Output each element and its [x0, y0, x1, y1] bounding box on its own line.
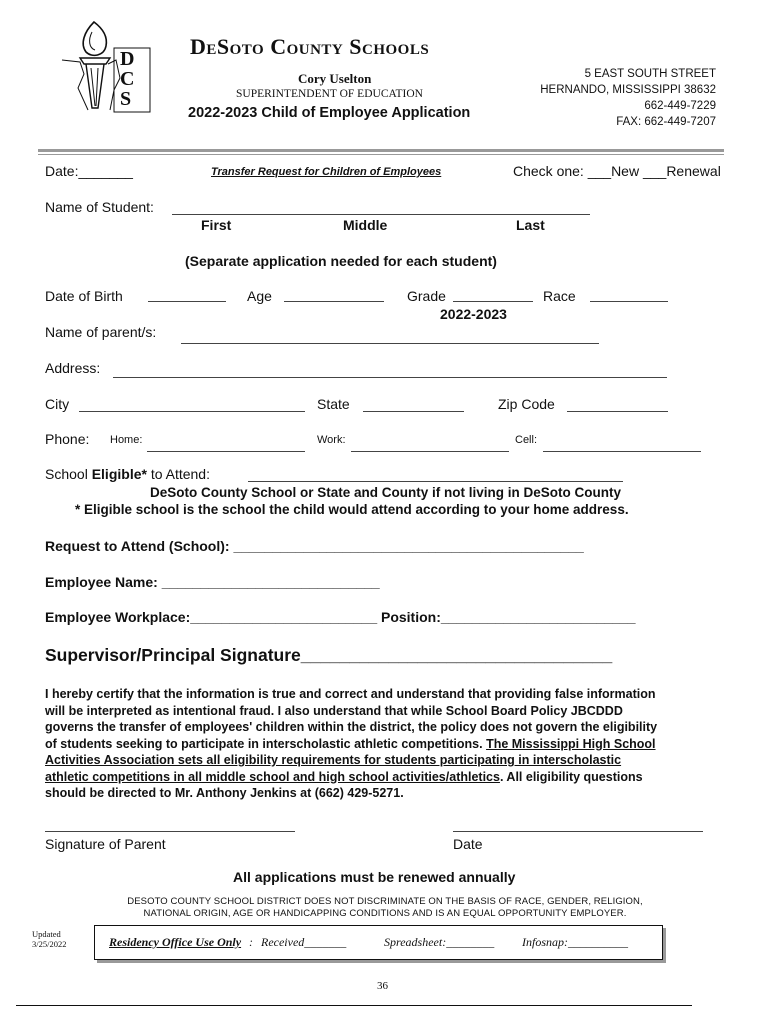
- eligible-label: [45, 466, 210, 482]
- page-number: 36: [377, 980, 388, 992]
- certification-paragraph: [45, 686, 735, 802]
- dob-label: Date of Birth: [45, 288, 123, 304]
- city-label: City: [45, 396, 70, 412]
- district-address: [540, 66, 716, 130]
- eligible-definition: * Eligible school is the school the child would attend according to your home address.: [75, 502, 629, 517]
- office-use-colon: :: [249, 935, 253, 949]
- certify-line6b: . All eligibility questions: [499, 769, 643, 784]
- parent-label: Name of parent/s:: [45, 324, 157, 340]
- transfer-request-label: Transfer Request for Children of Employees: [211, 166, 442, 178]
- certify-line6: [45, 769, 735, 786]
- phone-label: Phone:: [45, 431, 90, 447]
- certify-line4: [45, 736, 735, 753]
- header-rule-thin: [38, 154, 724, 155]
- home-label: Home:: [110, 434, 143, 446]
- superintendent-name: Cory Uselton: [298, 71, 372, 86]
- cell-label: Cell:: [515, 434, 538, 446]
- certify-line3: governs the transfer of employees' children within the district, the policy does not govern the eligibility: [45, 720, 658, 734]
- middle-label: Middle: [343, 217, 388, 233]
- header-rule: [38, 149, 724, 152]
- employee-name[interactable]: Employee Name: ____________________________: [45, 574, 380, 590]
- cell-phone-field[interactable]: [543, 451, 701, 452]
- state-field[interactable]: [363, 411, 464, 412]
- employee-workplace[interactable]: Employee Workplace:________________________ Position:_________________________: [45, 609, 636, 625]
- separate-application-note: (Separate application needed for each student): [185, 253, 497, 269]
- updated-date: 3/25/2022: [32, 939, 67, 949]
- eligible-suffix: to Attend:: [146, 466, 210, 482]
- eligible-bold: Eligible*: [91, 466, 147, 482]
- parent-signature-field[interactable]: [45, 831, 295, 832]
- date-label: Date:_______: [45, 163, 133, 179]
- address-line2: HERNANDO, MISSISSIPPI 38632: [540, 84, 716, 96]
- work-phone-field[interactable]: [351, 451, 509, 452]
- parent-field[interactable]: [181, 343, 599, 344]
- certify-line1: I hereby certify that the information is true and correct and understand that providing false information: [45, 687, 656, 701]
- updated-text: Updated: [32, 929, 61, 939]
- office-infosnap[interactable]: Infosnap:__________: [522, 935, 628, 949]
- updated-label: [32, 929, 66, 949]
- address-line1: 5 EAST SOUTH STREET: [584, 68, 716, 80]
- home-phone-field[interactable]: [147, 451, 305, 452]
- certify-line7: should be directed to Mr. Anthony Jenkins at (662) 429-5271.: [45, 786, 404, 800]
- school-name: DeSoto County Schools: [190, 34, 430, 59]
- check-one-label[interactable]: Check one: ___New ___Renewal: [513, 163, 721, 179]
- race-field[interactable]: [590, 301, 668, 302]
- student-name-field[interactable]: [172, 214, 590, 215]
- logo-letter-c: C: [120, 68, 135, 90]
- certify-line6a: athletic competitions in all middle school and high school activities/athletics: [45, 769, 500, 784]
- zip-field[interactable]: [567, 411, 668, 412]
- office-spreadsheet[interactable]: Spreadsheet:________: [384, 935, 495, 949]
- office-use-title: Residency Office Use Only: [109, 935, 242, 949]
- form-title: 2022-2023 Child of Employee Application: [188, 105, 471, 121]
- district-logo: [58, 18, 158, 118]
- certify-line4b: The Mississippi High School: [486, 736, 656, 751]
- certify-line5: [45, 752, 735, 769]
- age-field[interactable]: [284, 301, 384, 302]
- work-label: Work:: [317, 434, 346, 446]
- student-name-label: Name of Student:: [45, 199, 154, 215]
- renewal-note: All applications must be renewed annually: [233, 869, 516, 885]
- signature-parent-label: Signature of Parent: [45, 836, 166, 852]
- nondiscrimination-line1: DESOTO COUNTY SCHOOL DISTRICT DOES NOT DISCRIMINATE ON THE BASIS OF RACE, GENDER, RELIGION,: [127, 896, 643, 907]
- district-phone: 662-449-7229: [644, 100, 716, 112]
- certify-line4a: of students seeking to participate in interscholastic athletic competitions.: [45, 736, 487, 751]
- superintendent-title: SUPERINTENDENT OF EDUCATION: [236, 88, 423, 100]
- address-label: Address:: [45, 360, 101, 376]
- office-received[interactable]: Received_______: [261, 935, 347, 949]
- logo-letter-d: D: [120, 48, 135, 70]
- nondiscrimination-statement: [40, 896, 730, 919]
- eligible-prefix: School: [45, 466, 92, 482]
- logo-letter-s: S: [120, 88, 132, 110]
- race-label: Race: [543, 288, 576, 304]
- supervisor-signature[interactable]: Supervisor/Principal Signature________________________________: [45, 645, 613, 665]
- dob-field[interactable]: [148, 301, 226, 302]
- request-to-attend[interactable]: Request to Attend (School): _____________________________________________: [45, 538, 584, 554]
- certify-line2: will be interpreted as intentional fraud. I also understand that while School Board Policy JBCDDD: [45, 703, 623, 718]
- eligible-school-note: DeSoto County School or State and County if not living in DeSoto County: [150, 485, 621, 500]
- state-label: State: [317, 396, 350, 412]
- signature-date-field[interactable]: [453, 831, 703, 832]
- zip-label: Zip Code: [498, 396, 555, 412]
- grade-year: 2022-2023: [440, 306, 507, 322]
- address-field[interactable]: [113, 377, 667, 378]
- nondiscrimination-line2: NATIONAL ORIGIN, AGE OR HANDICAPPING CONDITIONS AND IS AN EQUAL OPPORTUNITY EMPLOYER.: [143, 907, 627, 919]
- footer-rule: [16, 1005, 692, 1006]
- city-field[interactable]: [79, 411, 305, 412]
- eligible-school-field[interactable]: [248, 481, 623, 482]
- signature-date-label: Date: [453, 836, 483, 852]
- age-label: Age: [247, 288, 272, 304]
- grade-label: Grade: [407, 288, 446, 304]
- first-label: First: [201, 217, 232, 233]
- district-fax: FAX: 662-449-7207: [616, 116, 716, 128]
- last-label: Last: [516, 217, 545, 233]
- office-use-box: [94, 925, 663, 960]
- torch-icon: [58, 18, 158, 118]
- certify-line5-text: Activities Association sets all eligibility requirements for students participating in interscholastic: [45, 753, 622, 767]
- grade-field[interactable]: [453, 301, 533, 302]
